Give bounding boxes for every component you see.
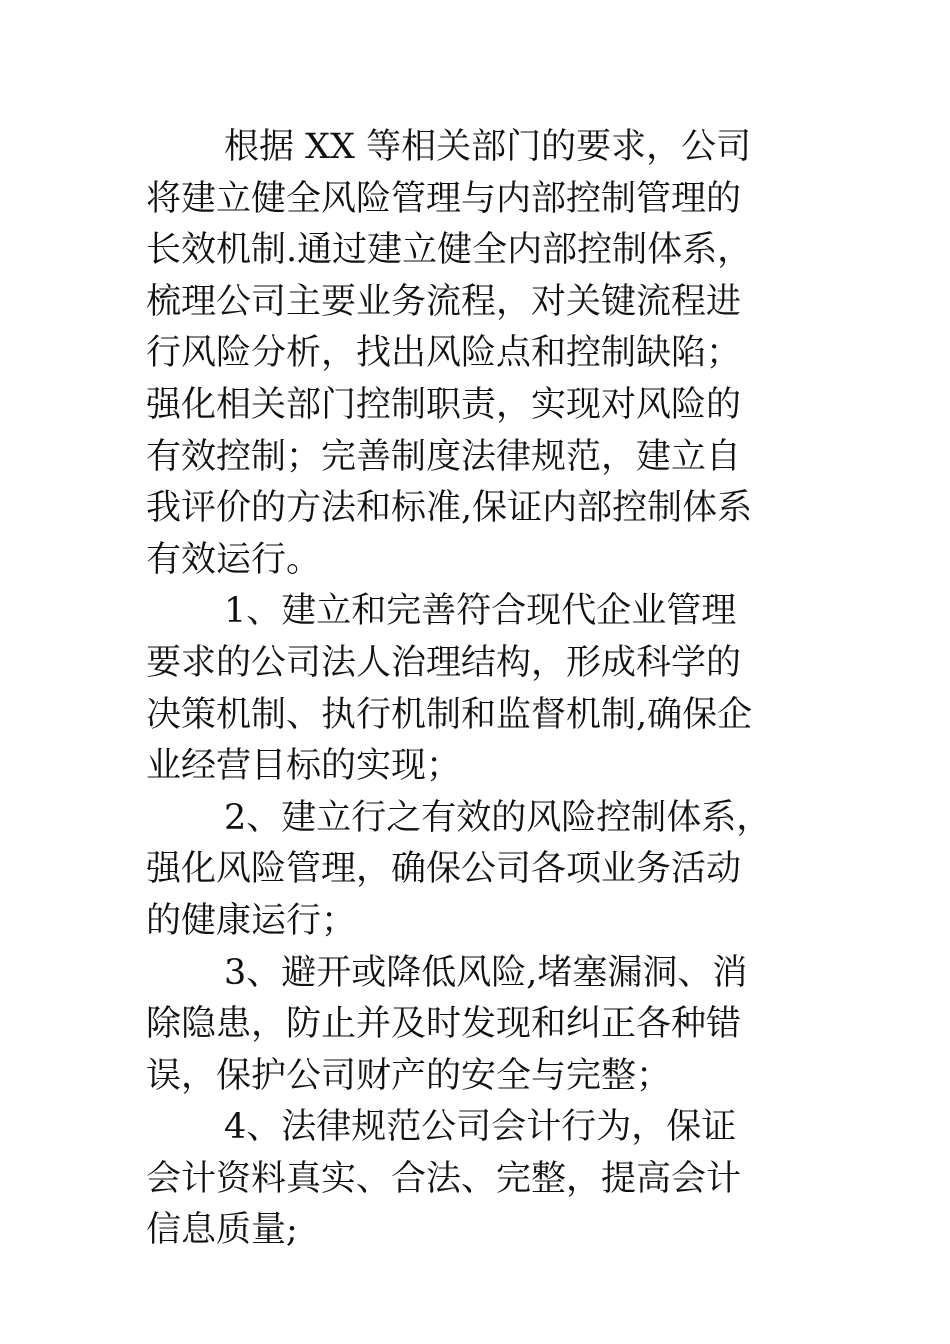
list-item-line: 强化风险管理，确保公司各项业务活动 — [146, 849, 742, 890]
list-item-line: 决策机制、执行机制和监督机制,确保企 — [146, 694, 753, 735]
paragraph-line: 将建立健全风险管理与内部控制管理的 — [146, 178, 742, 219]
list-item-line: 4、法律规范公司会计行为，保证 — [224, 1107, 737, 1148]
body-text — [146, 122, 826, 1257]
paragraph-line: 长效机制.通过建立健全内部控制体系， — [146, 230, 753, 271]
list-item-line: 2、建立行之有效的风险控制体系， — [224, 797, 772, 838]
list-item-line: 业经营目标的实现； — [146, 746, 462, 787]
list-item-line: 的健康运行； — [146, 900, 357, 941]
list-item-line: 信息质量; — [146, 1210, 298, 1251]
list-item-line: 1、建立和完善符合现代企业管理 — [224, 591, 737, 632]
list-item-line: 会计资料真实、合法、完整，提高会计 — [146, 1158, 742, 1199]
list-item-line: 要求的公司法人治理结构，形成科学的 — [146, 642, 742, 683]
paragraph-line: 有效运行。 — [146, 539, 322, 580]
paragraph-line: 有效控制；完善制度法律规范，建立自 — [146, 436, 742, 477]
list-item-line: 除隐患，防止并及时发现和纠正各种错 — [146, 1004, 742, 1045]
paragraph-line: 行风险分析，找出风险点和控制缺陷； — [146, 333, 742, 374]
list-item-line: 3、避开或降低风险,堵塞漏洞、消 — [224, 952, 748, 993]
paragraph-line: 根据 XX 等相关部门的要求，公司 — [224, 127, 752, 167]
paragraph-line: 梳理公司主要业务流程，对关键流程进 — [146, 281, 742, 322]
paragraph-line: 我评价的方法和标准,保证内部控制体系 — [146, 488, 753, 529]
paragraph-line: 强化相关部门控制职责，实现对风险的 — [146, 384, 742, 425]
list-item-line: 误，保护公司财产的安全与完整； — [146, 1055, 672, 1096]
